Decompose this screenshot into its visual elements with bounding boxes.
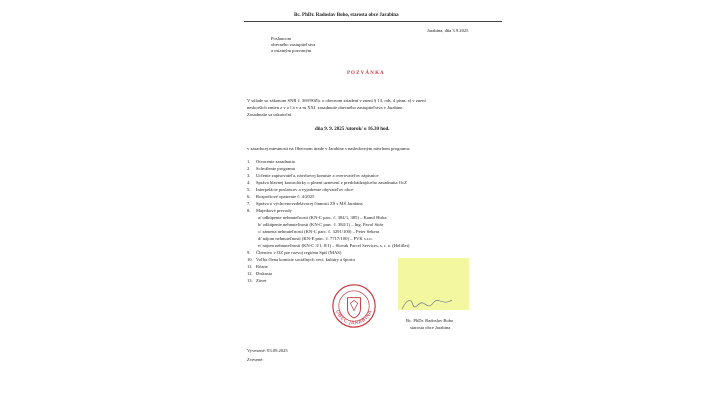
removed-date: Zvesené: xyxy=(247,357,264,362)
addressee-line: Poslancom xyxy=(271,36,292,41)
agenda-item: 10. Voľba člena komisie sociálnych vecí, kultúry a športu xyxy=(247,257,355,262)
agenda-subitem: b/ odkúpenie nehnuteľnosti (KN-C parc. č. 384/1) – Ing. Pavol Sitár xyxy=(258,222,384,227)
agenda-item: 11. Rôzne xyxy=(247,264,268,269)
stamp-text: OBEC JARABINA xyxy=(334,309,374,327)
agenda-item: 6. Rozpočtové opatrenie č. 4/2025 xyxy=(247,194,315,199)
agenda-subitem: d/ nájom nehnuteľností (KN-E parc. č. 7717/100) – PVK s.r.o. xyxy=(258,236,373,241)
agenda-subitem: a/ odkúpenie nehnuteľnosti (KN-C parc. č. 384/1, 385) – Kamil Hirka xyxy=(258,215,387,220)
stamp-emblem-icon xyxy=(350,300,357,310)
posted-date: Vyvesené: 03.09.2025 xyxy=(247,348,288,353)
agenda-item: 5. Interpelácie poslancov a vyjadrenie obyvateľov obce xyxy=(247,187,354,192)
agenda-item: 2. Schválenie programu xyxy=(247,166,296,171)
agenda-item: 1. Otvorenie zasadnutia xyxy=(247,159,295,164)
agenda-item: 13. Záver xyxy=(247,278,267,283)
signatory-name: Bc. PhDr. Radoslav Bobo xyxy=(406,318,454,323)
signatory-role: starosta obce Jarabina xyxy=(410,325,451,330)
agenda-item: 4. Správa hlavnej kontrolórky o plnení uznesení z predchádzajúceho zasadnutia OcZ xyxy=(247,180,407,185)
agenda-subitem: e/ nájom nehnuteľnosti (KN-C 3/1, 8/1) – Slovak Parcel Services, s. r. o. (Heliflet) xyxy=(258,243,410,248)
place-date: Jarabina, dňa 3.9.2025 xyxy=(427,28,469,33)
header-rule xyxy=(244,21,502,22)
meeting-date: dňa 9. 9. 2025 /utorok/ o 16.30 hod. xyxy=(315,127,390,132)
location-line: v zasadacej miestnosti na Obecnom úrade v Jarabine s nasledovným návrhom programu: xyxy=(247,146,411,151)
addressee-line: obecného zastupiteľstva xyxy=(271,42,316,47)
agenda-item: 9. Členstvo v OZ pre rozvoj regiónu Spiš (MAS) xyxy=(247,250,342,255)
agenda-subitem: c/ zámena nehnuteľností (KN-C parc. č. 3291/100) – Peter Sekera xyxy=(258,229,380,234)
intro-line: Zasadnutie sa uskutoční xyxy=(247,112,292,117)
agenda-item: 7. Správa o výchovnovzdelávacej činnosti ZŠ s MŠ Jarabina xyxy=(247,201,363,206)
agenda-item: 3. Určenie zapisovateľa, návrhovej komisie a overovateľov zápisnice xyxy=(247,173,379,178)
agenda-item: 8. Majetkové prevody xyxy=(247,208,292,213)
intro-line: V súlade so zákonom SNR č. 369/90Zb. o obecnom zriadení v znení § 13, ods. 4 písm. a) v znení xyxy=(247,98,426,103)
document-title: P O Z V Á N K A xyxy=(347,71,384,76)
intro-line: neskorších zmien z v o l á v a m XXI. zasadnutie obecného zastupiteľstva v Jarabine. xyxy=(247,105,404,110)
addressee-line: a ostatným pozvaným xyxy=(271,48,312,53)
agenda-item: 12. Diskusia xyxy=(247,271,273,276)
official-stamp xyxy=(331,283,377,329)
header-title: Bc. PhDr. Radoslav Bobo, starosta obce Jarabina xyxy=(294,13,399,18)
signature-scribble xyxy=(400,294,455,316)
